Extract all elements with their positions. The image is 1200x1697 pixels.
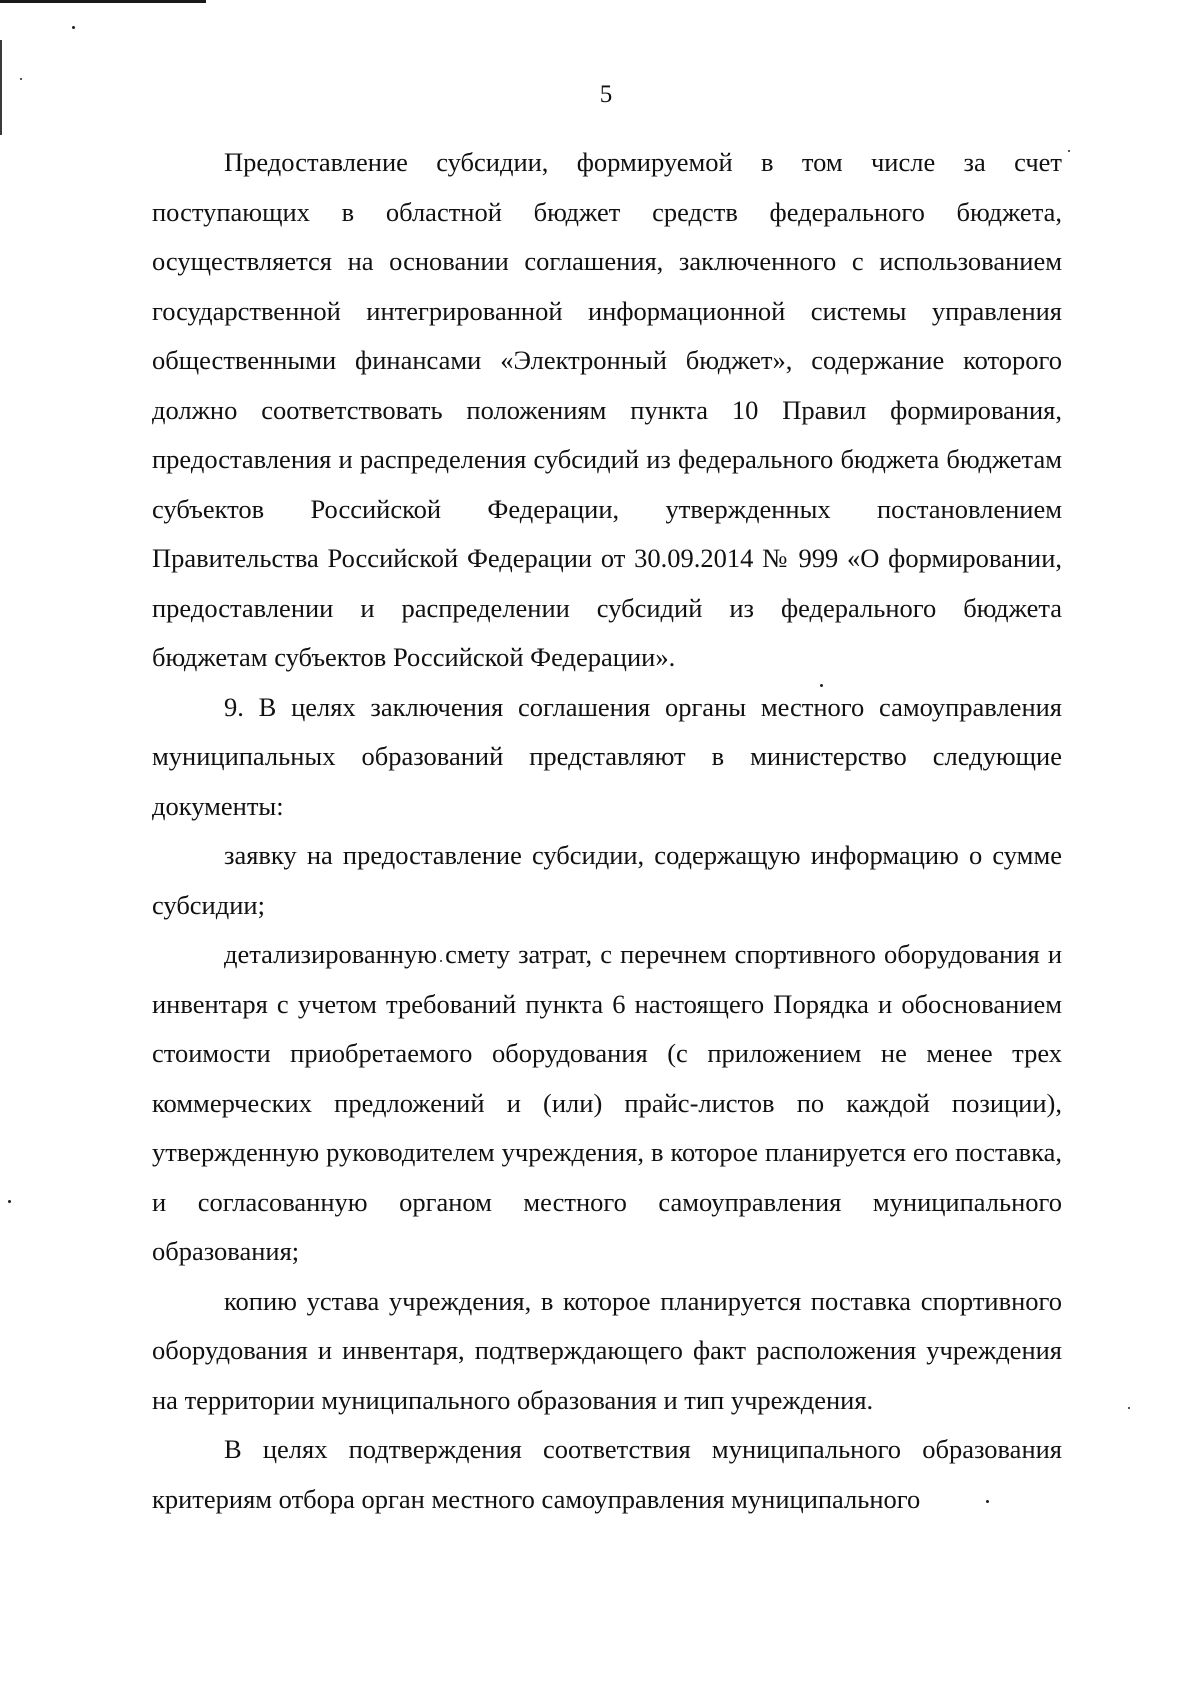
paragraph-criteria-confirmation: В целях подтверждения соответствия муниципального образования критериям отбора орган местного самоуправления муниципального — [152, 1434, 1062, 1514]
document-body — [152, 138, 1062, 1524]
scan-speck — [72, 26, 75, 29]
paragraph-charter-copy: копию устава учреждения, в которое планируется поставка спортивного оборудования и инвентаря, подтверждающего факт расположения учреждения на территории муниципального образования и тип учреждения. — [152, 1285, 1062, 1415]
paragraph-cost-estimate: детализированную смету затрат, с перечнем спортивного оборудования и инвентаря с учетом требований пункта 6 настоящего Порядка и обоснованием стоимости приобретаемого оборудования (с приложением не менее трех коммерческих предложений и (или) прайс-листов по каждой позиции), утвержденную руководителем учреждения, в которое планируется его поставка, и согласованную органом местного самоуправления муниципального образования; — [152, 939, 1062, 1266]
paragraph-item-9: 9. В целях заключения соглашения органы местного самоуправления муниципальных образований представляют в министерство следующие документы: — [152, 691, 1062, 821]
page-number: 5 — [599, 81, 613, 108]
scan-speck — [1068, 150, 1070, 152]
paragraph-application: заявку на предоставление субсидии, содержащую информацию о сумме субсидии; — [152, 840, 1062, 920]
scan-border-top — [0, 0, 206, 3]
paragraph-subsidy-agreement: Предоставление субсидии, формируемой в том числе за счет поступающих в областной бюджет средств федерального бюджета, осуществляется на основании соглашения, заключенного с использованием государственной интегрированной информационной системы управления общественными финансами «Электронный бюджет», содержание которого должно соответствовать положениям пункта 10 Правил формирования, предоставления и распределения субсидий из федерального бюджета бюджетам субъектов Российской Федерации, утвержденных постановлением Правительства Российской Федерации от 30.09.2014 № 999 «О формировании, предоставлении и распределении субсидий из федерального бюджета бюджетам субъектов Российской Федерации». — [152, 147, 1062, 672]
scan-speck — [8, 1200, 11, 1203]
scan-speck — [1128, 1407, 1130, 1409]
